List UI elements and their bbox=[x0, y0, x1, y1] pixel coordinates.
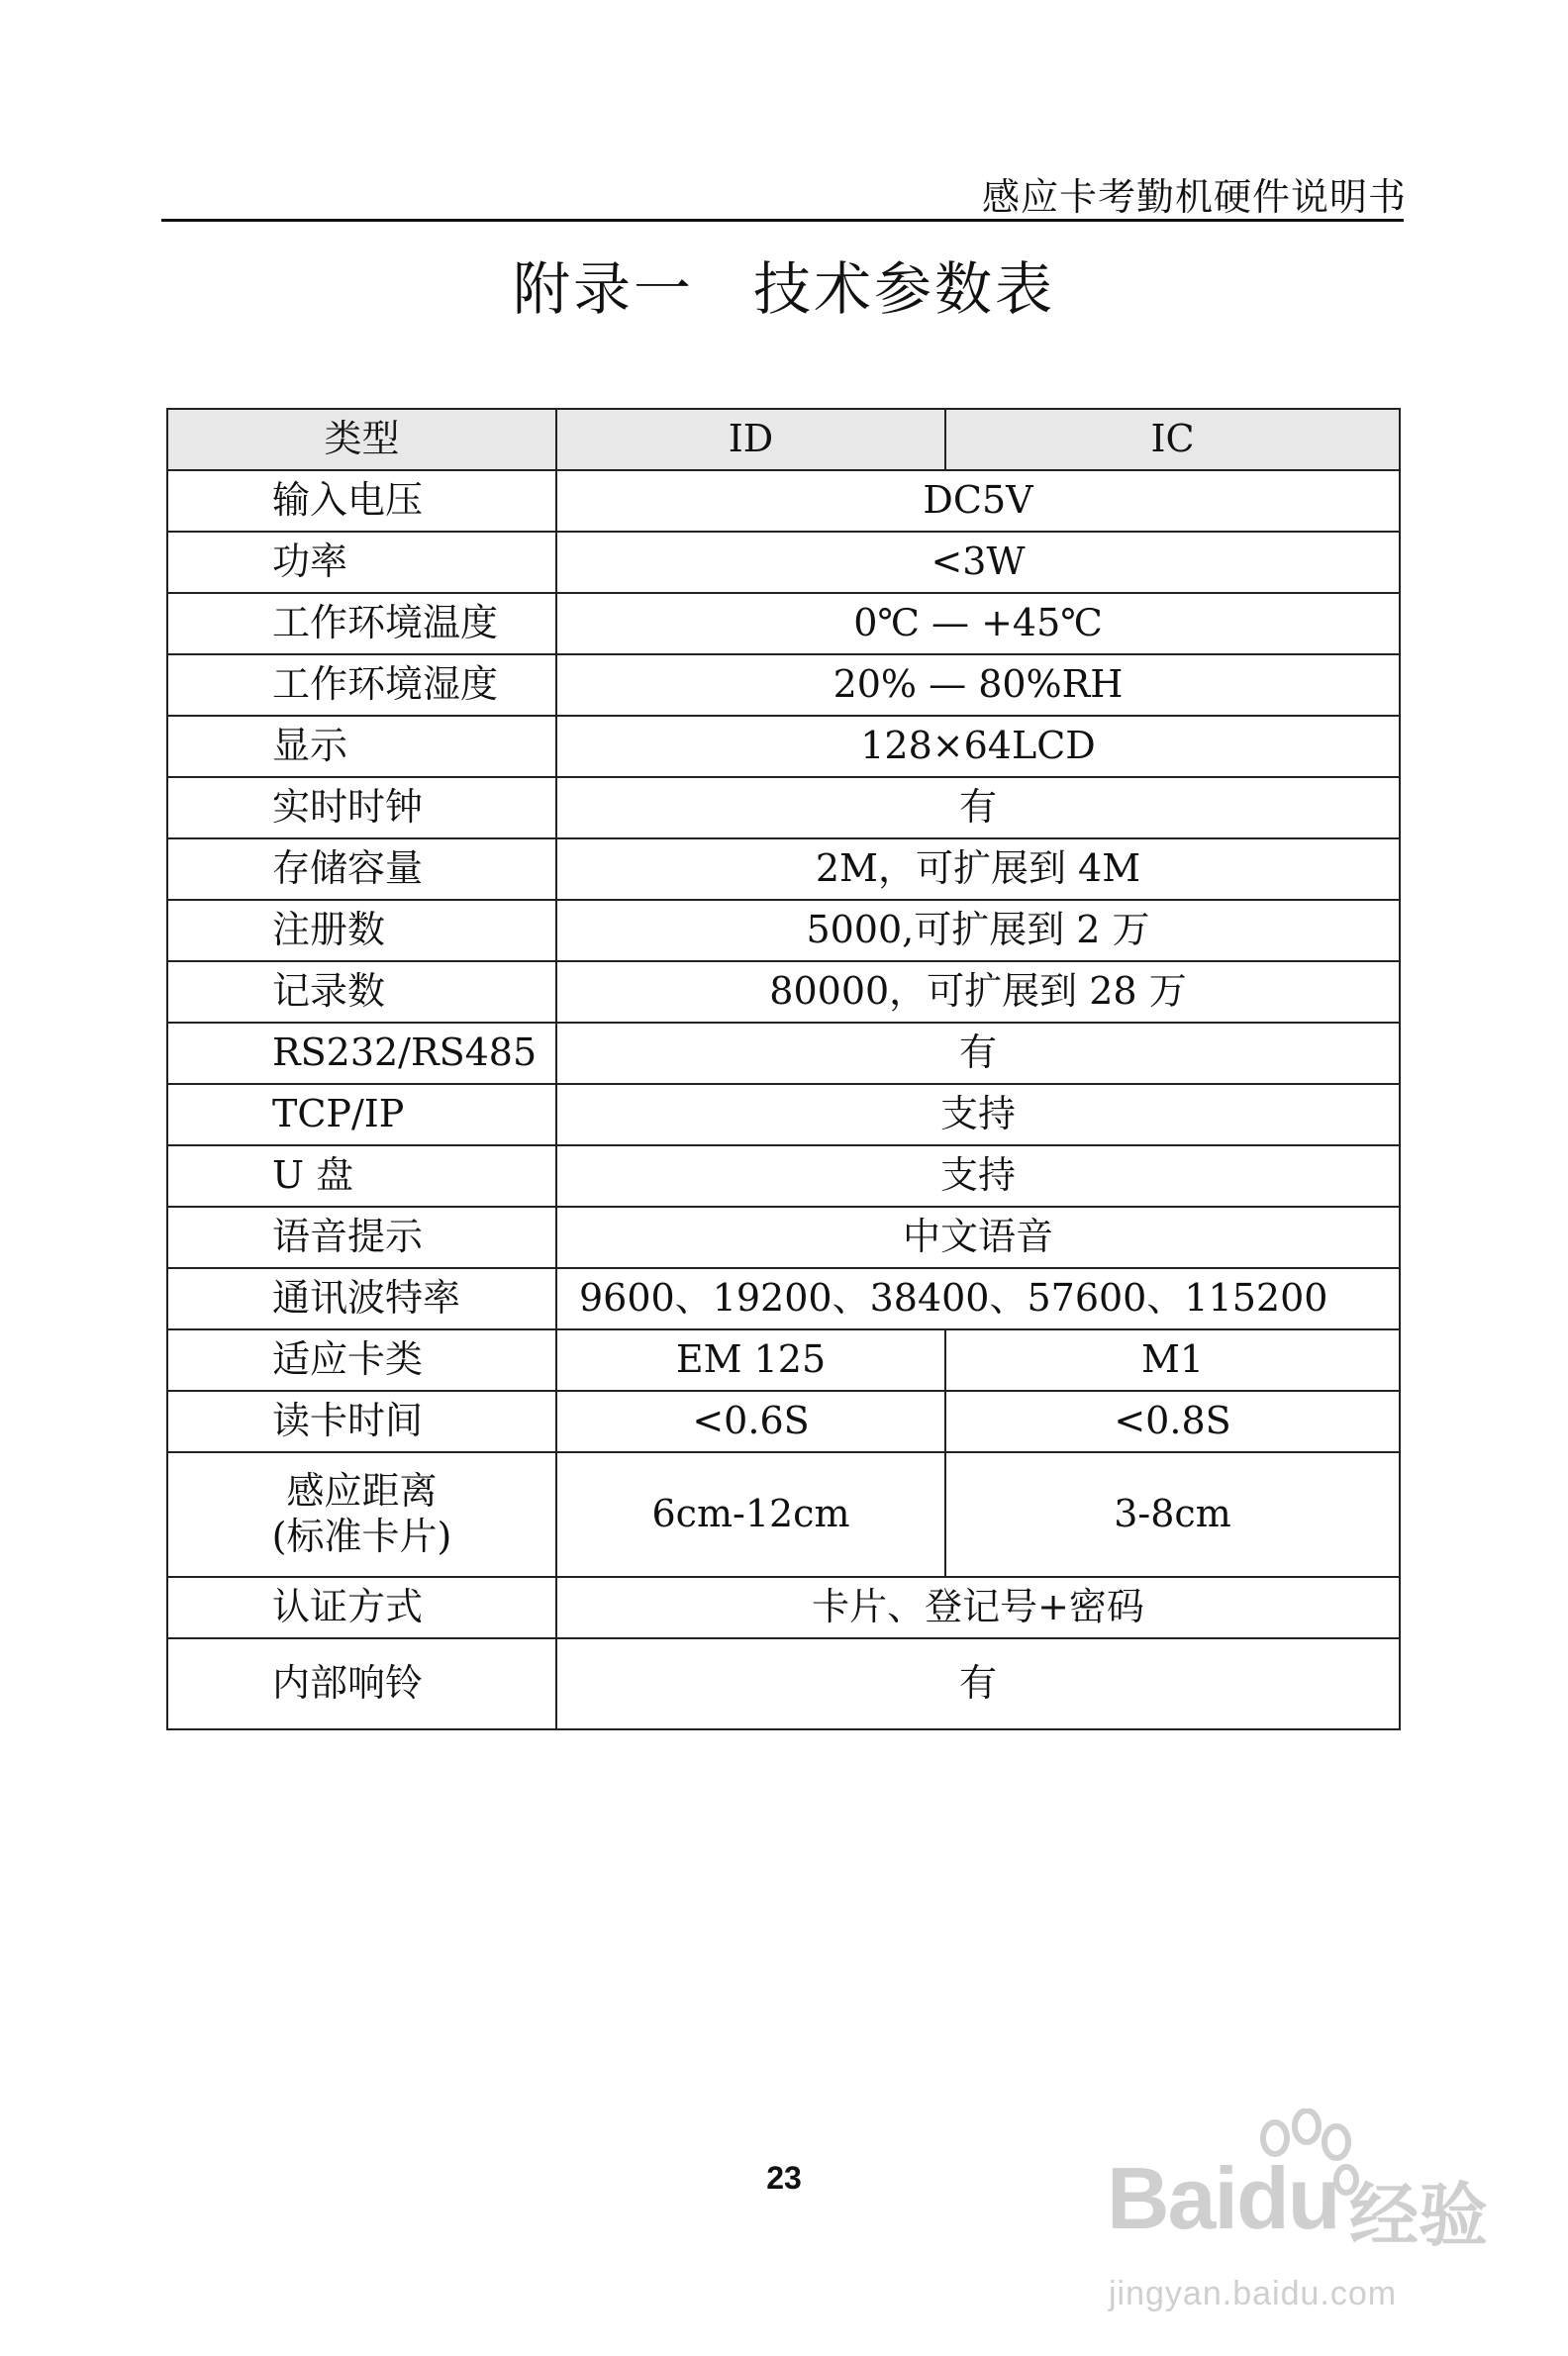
row-label: RS232/RS485 bbox=[167, 1023, 556, 1084]
document-header-title: 感应卡考勤机硬件说明书 bbox=[981, 175, 1407, 219]
table-title: 技术参数表 bbox=[753, 255, 1056, 323]
table-row bbox=[167, 1452, 1400, 1577]
row-value: 有 bbox=[556, 1638, 1400, 1729]
table-row bbox=[167, 1268, 1400, 1329]
row-label: 工作环境湿度 bbox=[167, 654, 556, 716]
header-type: 类型 bbox=[167, 409, 556, 470]
watermark-url: jingyan.baidu.com bbox=[1109, 2275, 1398, 2312]
header-ic: IC bbox=[945, 409, 1400, 470]
table-row bbox=[167, 654, 1400, 716]
table-row bbox=[167, 532, 1400, 593]
row-value: 卡片、登记号+密码 bbox=[556, 1577, 1400, 1638]
row-label: 存储容量 bbox=[167, 838, 556, 900]
page-title bbox=[0, 243, 1568, 326]
row-label: 读卡时间 bbox=[167, 1391, 556, 1452]
row-value: 有 bbox=[556, 777, 1400, 838]
table-row bbox=[167, 593, 1400, 654]
row-label-line1: 感应距离 bbox=[286, 1469, 438, 1514]
table-row bbox=[167, 470, 1400, 532]
table-row bbox=[167, 1391, 1400, 1452]
header-divider bbox=[161, 219, 1404, 222]
table-row bbox=[167, 777, 1400, 838]
page-number: 23 bbox=[766, 2160, 802, 2196]
row-label: 内部响铃 bbox=[167, 1638, 556, 1729]
row-label: 注册数 bbox=[167, 900, 556, 961]
row-value-ic: <0.8S bbox=[945, 1391, 1400, 1452]
row-label: 功率 bbox=[167, 532, 556, 593]
row-value: 20% — 80%RH bbox=[556, 654, 1400, 716]
table-row bbox=[167, 900, 1400, 961]
table-row bbox=[167, 716, 1400, 777]
appendix-label: 附录一 bbox=[512, 255, 694, 323]
table-header-row bbox=[167, 409, 1400, 470]
row-label: 认证方式 bbox=[167, 1577, 556, 1638]
table-row bbox=[167, 1145, 1400, 1207]
table-row bbox=[167, 1023, 1400, 1084]
row-label-line2: (标准卡片) bbox=[271, 1515, 452, 1558]
watermark-brand-cn: 经验 bbox=[1349, 2177, 1488, 2254]
row-value-id: EM 125 bbox=[556, 1329, 945, 1391]
row-value: 0℃ — +45℃ bbox=[556, 593, 1400, 654]
table-row bbox=[167, 1207, 1400, 1268]
row-label: 通讯波特率 bbox=[167, 1268, 556, 1329]
row-label: 适应卡类 bbox=[167, 1329, 556, 1391]
row-label: U 盘 bbox=[167, 1145, 556, 1207]
row-value-id: <0.6S bbox=[556, 1391, 945, 1452]
row-value: 9600、19200、38400、57600、115200 bbox=[556, 1268, 1400, 1329]
row-label: TCP/IP bbox=[167, 1084, 556, 1145]
row-value-ic: M1 bbox=[945, 1329, 1400, 1391]
row-value: 中文语音 bbox=[556, 1207, 1400, 1268]
row-value: 80000，可扩展到 28 万 bbox=[556, 961, 1400, 1023]
row-label: 显示 bbox=[167, 716, 556, 777]
table-row bbox=[167, 1638, 1400, 1729]
row-value-ic: 3-8cm bbox=[945, 1452, 1400, 1577]
row-value: 有 bbox=[556, 1023, 1400, 1084]
row-label: 输入电压 bbox=[167, 470, 556, 532]
table-row bbox=[167, 838, 1400, 900]
table-row bbox=[167, 1577, 1400, 1638]
watermark-brand: Baidu bbox=[1107, 2149, 1339, 2247]
row-value: 2M，可扩展到 4M bbox=[556, 838, 1400, 900]
row-label bbox=[167, 1452, 556, 1577]
baidu-jingyan-watermark bbox=[1107, 2109, 1503, 2336]
row-value: 支持 bbox=[556, 1145, 1400, 1207]
row-value: <3W bbox=[556, 532, 1400, 593]
header-id: ID bbox=[556, 409, 945, 470]
row-label: 实时时钟 bbox=[167, 777, 556, 838]
spec-table bbox=[166, 408, 1401, 1730]
table-row bbox=[167, 961, 1400, 1023]
row-label: 工作环境温度 bbox=[167, 593, 556, 654]
row-value: DC5V bbox=[556, 470, 1400, 532]
row-label: 记录数 bbox=[167, 961, 556, 1023]
row-value: 128×64LCD bbox=[556, 716, 1400, 777]
row-value: 支持 bbox=[556, 1084, 1400, 1145]
row-value: 5000,可扩展到 2 万 bbox=[556, 900, 1400, 961]
row-label: 语音提示 bbox=[167, 1207, 556, 1268]
table-row bbox=[167, 1084, 1400, 1145]
row-value-id: 6cm-12cm bbox=[556, 1452, 945, 1577]
table-row bbox=[167, 1329, 1400, 1391]
